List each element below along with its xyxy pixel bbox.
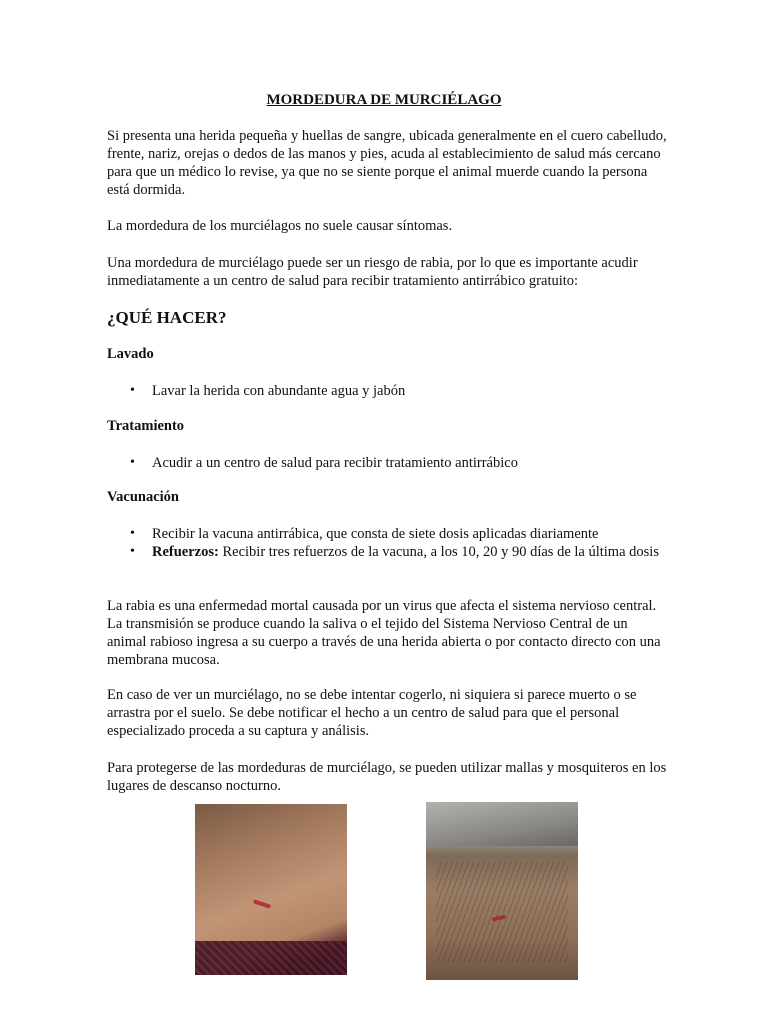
list-item-text: Recibir tres refuerzos de la vacuna, a los 10, 20 y 90 días de la última dosis — [218, 544, 659, 560]
closing-paragraph-3: Para protegerse de las mordeduras de murciélago, se pueden utilizar mallas y mosquiteros en los lugares de descanso nocturno. — [107, 760, 667, 794]
bite-wound-photo-1 — [195, 804, 347, 975]
fabric-background — [195, 941, 347, 975]
intro-paragraph-2: La mordedura de los murciélagos no suele causar síntomas. — [107, 218, 453, 234]
list-item — [107, 454, 667, 472]
bite-wound-photo-2 — [426, 802, 578, 980]
arm-hair-texture — [436, 862, 568, 962]
list-item-text: Acudir a un centro de salud para recibir tratamiento antirrábico — [152, 455, 518, 471]
section-heading-vacunacion: Vacunación — [107, 489, 179, 505]
bullet-list-vacunacion — [107, 525, 667, 561]
list-item-text: Lavar la herida con abundante agua y jabón — [152, 383, 406, 399]
intro-paragraph-3: Una mordedura de murciélago puede ser un riesgo de rabia, por lo que es importante acudir inmediatamente a un centro de salud para recibir tratamiento antirrábico gratuito: — [107, 255, 638, 289]
what-to-do-heading: ¿QUÉ HACER? — [107, 308, 227, 327]
section-heading-tratamiento: Tratamiento — [107, 418, 185, 434]
closing-paragraph-2: En caso de ver un murciélago, no se debe intentar cogerlo, ni siquiera si parece muerto o se arrastra por el suelo. Se debe notificar el hecho a un centro de salud para que el personal especializado proceda a su captura y análisis. — [107, 687, 637, 739]
section-heading-lavado: Lavado — [107, 346, 154, 362]
bullet-icon: • — [130, 455, 135, 470]
bullet-list-lavado — [107, 382, 667, 400]
document-title: MORDEDURA DE MURCIÉLAGO — [266, 92, 502, 108]
list-item — [107, 382, 667, 400]
closing-paragraph-1: La rabia es una enfermedad mortal causada por un virus que afecta el sistema nervioso central. La transmisión se produce cuando la saliva o el tejido del Sistema Nervioso Central de un animal rabioso ingresa a su cuerpo a través de una herida abierta o por contacto directo con una membrana mucosa. — [107, 598, 661, 668]
intro-paragraph-1: Si presenta una herida pequeña y huellas de sangre, ubicada generalmente en el cuero cabelludo, frente, nariz, orejas o dedos de las manos y pies, acuda al establecimiento de salud más cercano para que un médico lo revise, ya que no se siente porque el animal muerde cuando la persona está dormida. — [107, 128, 667, 198]
list-item-bold-lead: Refuerzos: — [152, 544, 219, 560]
photo-background — [426, 802, 578, 846]
bullet-icon: • — [130, 544, 135, 559]
list-item — [107, 543, 667, 561]
bullet-list-tratamiento — [107, 454, 667, 472]
bullet-icon: • — [130, 383, 135, 398]
list-item-text: Recibir la vacuna antirrábica, que consta de siete dosis aplicadas diariamente — [152, 526, 599, 542]
list-item — [107, 525, 667, 543]
wound-mark — [253, 899, 271, 908]
bullet-icon: • — [130, 526, 135, 541]
